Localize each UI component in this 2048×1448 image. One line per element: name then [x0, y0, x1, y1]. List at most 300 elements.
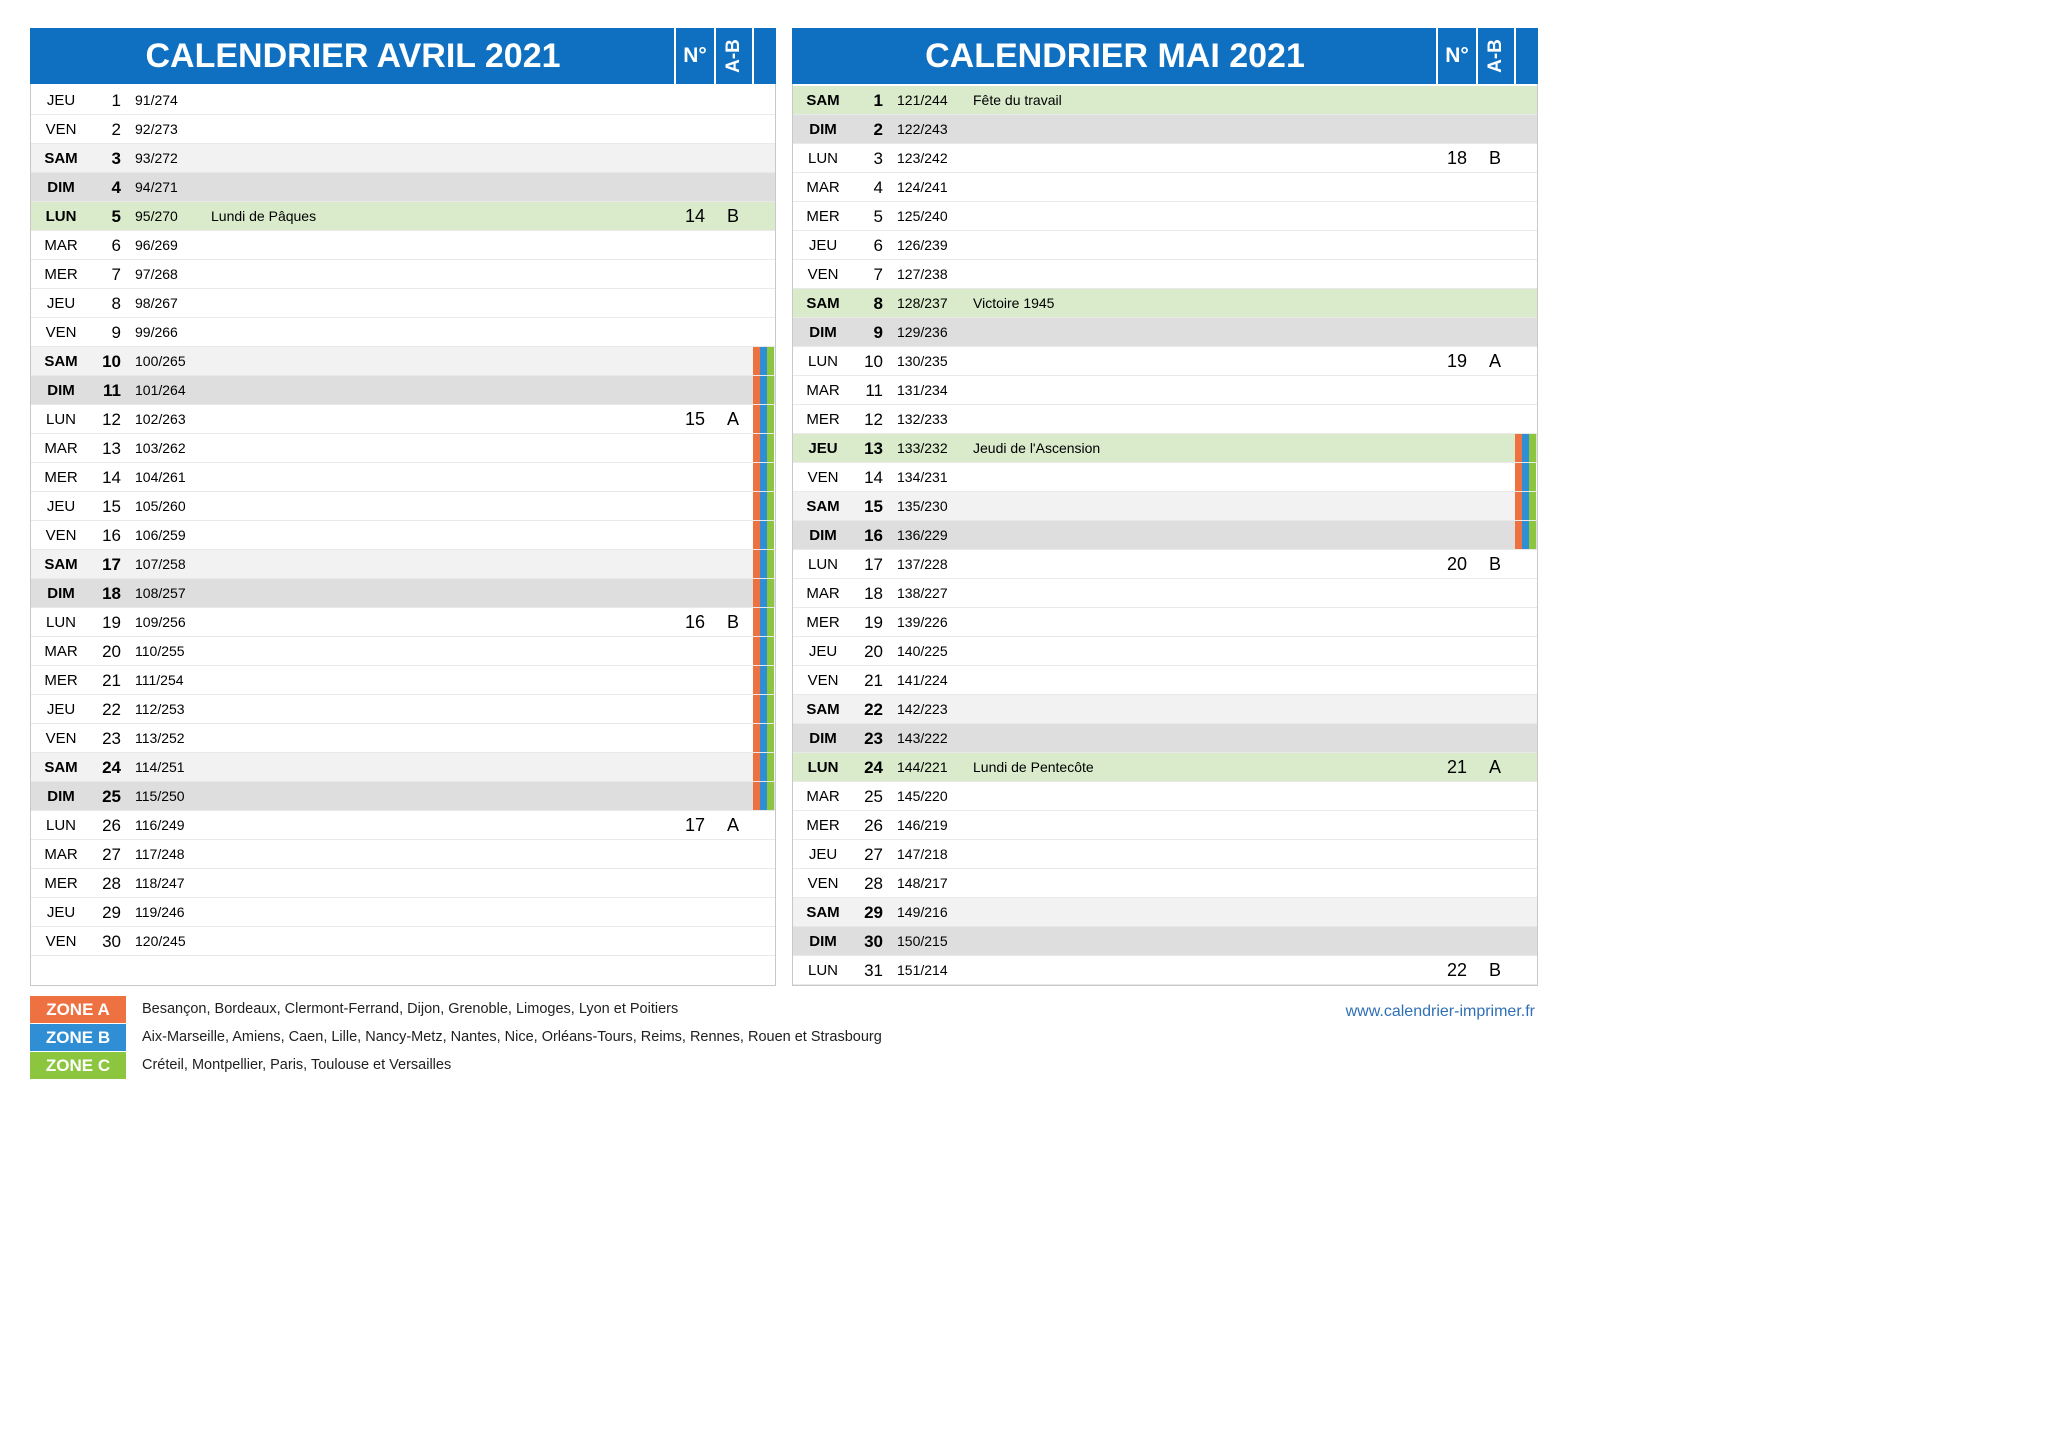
week-number: 20	[1446, 554, 1468, 574]
day-number: 22	[102, 700, 121, 719]
day-row	[793, 608, 1537, 637]
day-number: 28	[864, 874, 883, 893]
zone-c-holiday-bar	[767, 434, 774, 462]
day-name: MER	[44, 672, 78, 689]
day-ordinal: 121/244	[897, 92, 948, 108]
zone-c-holiday-bar	[767, 521, 774, 549]
day-number: 24	[102, 758, 121, 777]
week-number: 21	[1446, 757, 1468, 777]
day-ordinal: 134/231	[897, 469, 948, 485]
day-number: 13	[864, 439, 883, 458]
zone-a-holiday-bar	[753, 463, 760, 491]
day-ordinal: 129/236	[897, 324, 948, 340]
day-number: 21	[864, 671, 883, 690]
day-name: LUN	[807, 759, 839, 776]
week-number: 15	[684, 409, 706, 429]
day-row	[793, 579, 1537, 608]
day-name: LUN	[807, 150, 838, 167]
day-name: VEN	[45, 730, 77, 747]
day-number: 19	[102, 613, 121, 632]
day-name: JEU	[808, 643, 838, 660]
day-name: LUN	[807, 556, 838, 573]
day-number: 15	[102, 497, 121, 516]
day-number: 4	[111, 178, 121, 197]
zone-b-holiday-bar	[1522, 434, 1529, 462]
zone-c-holiday-bar	[767, 666, 774, 694]
zone-c-holiday-bar	[767, 463, 774, 491]
may-title: CALENDRIER MAI 2021	[925, 37, 1305, 75]
holiday-name: Lundi de Pentecôte	[973, 759, 1094, 775]
day-ordinal: 111/254	[135, 672, 184, 688]
day-number: 23	[102, 729, 121, 748]
day-number: 1	[873, 91, 883, 110]
may-rows	[793, 86, 1537, 985]
day-ordinal: 143/222	[897, 730, 948, 746]
day-ordinal: 100/265	[135, 353, 186, 369]
day-number: 15	[864, 497, 883, 516]
zone-a-holiday-bar	[753, 347, 760, 375]
day-row	[31, 898, 775, 927]
zone-b-holiday-bar	[760, 550, 767, 578]
day-number: 16	[102, 526, 121, 545]
day-row	[31, 695, 775, 724]
day-number: 10	[864, 352, 883, 371]
day-name: LUN	[45, 208, 77, 225]
day-row	[31, 608, 775, 637]
day-row	[31, 173, 775, 202]
day-name: MAR	[44, 440, 78, 457]
day-name: SAM	[44, 150, 78, 167]
zone-b-holiday-bar	[760, 521, 767, 549]
day-row	[793, 405, 1537, 434]
day-row	[793, 840, 1537, 869]
may-calendar	[792, 28, 1538, 986]
ab-week: B	[726, 612, 739, 632]
zone-c-holiday-bar	[1529, 492, 1536, 520]
day-ordinal: 130/235	[897, 353, 948, 369]
day-ordinal: 145/220	[897, 788, 948, 804]
day-name: DIM	[809, 527, 837, 544]
day-name: MAR	[806, 179, 840, 196]
day-ordinal: 114/251	[135, 759, 185, 775]
day-row	[31, 869, 775, 898]
day-number: 26	[864, 816, 883, 835]
day-row	[31, 405, 775, 434]
day-name: JEU	[808, 846, 838, 863]
april-header	[30, 28, 776, 84]
day-row	[31, 492, 775, 521]
zone-b-holiday-bar	[1522, 521, 1529, 549]
day-name: SAM	[44, 556, 78, 573]
zone-c-holiday-bar	[1529, 463, 1536, 491]
zone-c-chip: ZONE C	[30, 1052, 126, 1079]
day-number: 7	[111, 265, 121, 284]
day-number: 25	[102, 787, 121, 806]
day-ordinal: 112/253	[135, 701, 185, 717]
day-name: JEU	[46, 92, 76, 109]
day-row	[793, 492, 1537, 521]
zone-c-holiday-bar	[767, 637, 774, 665]
day-row	[793, 956, 1537, 985]
ab-week: A	[1488, 351, 1501, 371]
day-row	[793, 173, 1537, 202]
website-link[interactable]: www.calendrier-imprimer.fr	[1345, 1003, 1535, 1020]
day-name: SAM	[806, 498, 840, 515]
day-ordinal: 128/237	[897, 295, 948, 311]
day-row	[793, 811, 1537, 840]
day-row	[31, 86, 775, 115]
day-number: 23	[864, 729, 883, 748]
day-ordinal: 151/214	[897, 962, 948, 978]
day-row	[793, 898, 1537, 927]
holiday-name: Fête du travail	[973, 92, 1062, 108]
zone-b-holiday-bar	[760, 405, 767, 433]
day-row	[31, 231, 775, 260]
zone-b-holiday-bar	[760, 463, 767, 491]
day-name: VEN	[45, 121, 77, 138]
day-number: 6	[873, 236, 883, 255]
day-number: 12	[102, 410, 121, 429]
day-ordinal: 109/256	[135, 614, 186, 630]
day-ordinal: 95/270	[135, 208, 178, 224]
day-name: DIM	[47, 382, 75, 399]
day-number: 14	[864, 468, 883, 487]
zone-a-holiday-bar	[753, 695, 760, 723]
day-name: VEN	[807, 469, 839, 486]
day-number: 6	[111, 236, 121, 255]
day-ordinal: 96/269	[135, 237, 178, 253]
day-name: SAM	[806, 295, 840, 312]
week-number: 16	[684, 612, 706, 632]
zone-a-holiday-bar	[1515, 434, 1522, 462]
ab-week: B	[726, 206, 739, 226]
day-ordinal: 127/238	[897, 266, 948, 282]
day-ordinal: 119/246	[135, 904, 185, 920]
zone-c-holiday-bar	[767, 579, 774, 607]
day-ordinal: 142/223	[897, 701, 948, 717]
day-number: 14	[102, 468, 121, 487]
day-row	[31, 260, 775, 289]
holiday-name: Lundi de Pâques	[211, 208, 317, 224]
day-name: MER	[44, 875, 78, 892]
day-number: 11	[103, 381, 121, 400]
april-title: CALENDRIER AVRIL 2021	[145, 37, 561, 75]
day-ordinal: 113/252	[135, 730, 185, 746]
day-number: 4	[873, 178, 883, 197]
day-name: VEN	[807, 875, 839, 892]
zone-b-holiday-bar	[760, 666, 767, 694]
day-ordinal: 149/216	[897, 904, 948, 920]
zone-b-holiday-bar	[760, 376, 767, 404]
day-row	[793, 347, 1537, 376]
zone-c-holiday-bar	[767, 753, 774, 781]
day-ordinal: 98/267	[135, 295, 178, 311]
day-ordinal: 124/241	[897, 179, 948, 195]
day-name: MER	[806, 411, 840, 428]
zone-a-holiday-bar	[753, 724, 760, 752]
day-name: LUN	[807, 962, 838, 979]
day-number: 5	[111, 207, 121, 226]
day-ordinal: 125/240	[897, 208, 948, 224]
ab-week: A	[1488, 757, 1501, 777]
day-name: JEU	[46, 498, 76, 515]
zone-a-holiday-bar	[753, 405, 760, 433]
zone-a-holiday-bar	[1515, 521, 1522, 549]
day-name: VEN	[807, 266, 839, 283]
day-name: DIM	[47, 788, 75, 805]
day-number: 18	[102, 584, 121, 603]
zone-b-chip: ZONE B	[30, 1024, 126, 1051]
day-row	[31, 637, 775, 666]
zone-c-cities: Créteil, Montpellier, Paris, Toulouse et Versailles	[142, 1057, 452, 1073]
day-row	[31, 550, 775, 579]
day-ordinal: 148/217	[897, 875, 948, 891]
day-number: 3	[873, 149, 883, 168]
day-number: 17	[864, 555, 883, 574]
day-ordinal: 104/261	[135, 469, 186, 485]
day-number: 2	[111, 120, 121, 139]
zone-c-holiday-bar	[767, 376, 774, 404]
week-number-header: N°	[674, 28, 714, 84]
zone-a-holiday-bar	[753, 550, 760, 578]
day-name: MER	[44, 266, 78, 283]
day-row	[793, 260, 1537, 289]
day-name: LUN	[45, 614, 76, 631]
day-ordinal: 115/250	[135, 788, 185, 804]
day-row	[793, 144, 1537, 173]
day-row	[793, 724, 1537, 753]
day-number: 18	[864, 584, 883, 603]
day-row	[793, 637, 1537, 666]
day-ordinal: 93/272	[135, 150, 178, 166]
day-number: 28	[102, 874, 121, 893]
day-number: 20	[864, 642, 883, 661]
day-number: 20	[102, 642, 121, 661]
zone-a-holiday-bar	[753, 637, 760, 665]
day-number: 31	[864, 961, 883, 980]
zone-c-holiday-bar	[767, 347, 774, 375]
zone-b-holiday-bar	[760, 637, 767, 665]
day-row	[793, 289, 1537, 318]
day-number: 19	[864, 613, 883, 632]
day-name: DIM	[47, 585, 75, 602]
day-name: LUN	[807, 353, 838, 370]
day-row	[31, 463, 775, 492]
zone-c-holiday-bar	[1529, 434, 1536, 462]
day-row	[31, 347, 775, 376]
day-name: JEU	[46, 295, 76, 312]
day-name: DIM	[809, 121, 837, 138]
zone-a-holiday-bar	[753, 579, 760, 607]
day-number: 9	[873, 323, 883, 342]
day-ordinal: 122/243	[897, 121, 948, 137]
zone-c-holiday-bar	[767, 492, 774, 520]
day-ordinal: 99/266	[135, 324, 178, 340]
zone-c-holiday-bar	[1529, 521, 1536, 549]
week-number: 17	[684, 815, 706, 835]
day-name: JEU	[808, 440, 838, 457]
holiday-name: Jeudi de l'Ascension	[973, 440, 1101, 456]
ab-week: B	[1488, 960, 1501, 980]
day-number: 29	[102, 903, 121, 922]
zone-b-cities: Aix-Marseille, Amiens, Caen, Lille, Nancy-Metz, Nantes, Nice, Orléans-Tours, Reims, Rennes, Rouen et Strasbourg	[142, 1029, 882, 1045]
day-name: MAR	[44, 846, 78, 863]
ab-week: A	[726, 815, 739, 835]
day-number: 22	[864, 700, 883, 719]
day-row	[31, 202, 775, 231]
day-row	[793, 318, 1537, 347]
day-ordinal: 126/239	[897, 237, 948, 253]
day-name: MER	[806, 614, 840, 631]
day-row	[31, 318, 775, 347]
day-number: 8	[111, 294, 121, 313]
day-ordinal: 92/273	[135, 121, 178, 137]
day-row	[793, 463, 1537, 492]
zone-b-holiday-bar	[760, 782, 767, 810]
day-name: MER	[44, 469, 78, 486]
zone-a-holiday-bar	[753, 376, 760, 404]
zone-c-holiday-bar	[767, 724, 774, 752]
zone-column-header	[752, 28, 776, 84]
day-name: LUN	[45, 411, 76, 428]
april-rows	[31, 86, 775, 956]
day-name: VEN	[45, 933, 77, 950]
zone-b-holiday-bar	[1522, 463, 1529, 491]
day-row	[31, 811, 775, 840]
zone-a-holiday-bar	[753, 753, 760, 781]
day-number: 3	[111, 149, 121, 168]
day-ordinal: 147/218	[897, 846, 948, 862]
zone-c-holiday-bar	[767, 405, 774, 433]
day-number: 16	[864, 526, 883, 545]
day-ordinal: 105/260	[135, 498, 186, 514]
day-number: 26	[102, 816, 121, 835]
week-number: 19	[1446, 351, 1468, 371]
zone-b-holiday-bar	[760, 492, 767, 520]
may-header	[792, 28, 1538, 84]
zone-b-holiday-bar	[760, 579, 767, 607]
day-name: SAM	[806, 701, 840, 718]
zone-column-header	[1514, 28, 1538, 84]
day-ordinal: 108/257	[135, 585, 186, 601]
day-number: 29	[864, 903, 883, 922]
day-row	[793, 927, 1537, 956]
day-name: MAR	[806, 585, 840, 602]
day-row	[31, 666, 775, 695]
day-row	[31, 927, 775, 956]
day-row	[31, 521, 775, 550]
zone-c-holiday-bar	[767, 550, 774, 578]
day-ordinal: 132/233	[897, 411, 948, 427]
zone-c-holiday-bar	[767, 608, 774, 636]
day-name: VEN	[45, 324, 77, 341]
day-number: 24	[864, 758, 883, 777]
ab-week-header: A-B	[1476, 28, 1514, 84]
zone-b-holiday-bar	[760, 608, 767, 636]
day-ordinal: 131/234	[897, 382, 948, 398]
day-name: VEN	[807, 672, 839, 689]
day-ordinal: 139/226	[897, 614, 948, 630]
day-number: 7	[873, 265, 883, 284]
day-name: DIM	[809, 730, 837, 747]
holiday-name: Victoire 1945	[973, 295, 1055, 311]
ab-week: B	[1488, 148, 1501, 168]
zone-a-holiday-bar	[1515, 492, 1522, 520]
day-number: 9	[111, 323, 121, 342]
week-number: 14	[684, 206, 706, 226]
day-ordinal: 118/247	[135, 875, 185, 891]
zone-a-cities: Besançon, Bordeaux, Clermont-Ferrand, Dijon, Grenoble, Limoges, Lyon et Poitiers	[142, 1001, 679, 1017]
zone-a-holiday-bar	[753, 666, 760, 694]
day-row	[31, 782, 775, 811]
day-name: MAR	[44, 643, 78, 660]
zone-c-holiday-bar	[767, 695, 774, 723]
zone-b-holiday-bar	[760, 753, 767, 781]
day-row	[31, 434, 775, 463]
day-ordinal: 146/219	[897, 817, 948, 833]
day-row	[31, 579, 775, 608]
day-row	[31, 724, 775, 753]
day-ordinal: 101/264	[135, 382, 186, 398]
zone-a-holiday-bar	[753, 782, 760, 810]
day-ordinal: 150/215	[897, 933, 948, 949]
zone-b-holiday-bar	[760, 695, 767, 723]
day-name: VEN	[45, 527, 77, 544]
day-number: 27	[864, 845, 883, 864]
zone-b-holiday-bar	[760, 347, 767, 375]
day-ordinal: 117/248	[135, 846, 185, 862]
day-row	[31, 289, 775, 318]
week-number-header: N°	[1436, 28, 1476, 84]
april-calendar	[30, 28, 776, 986]
day-ordinal: 91/274	[135, 92, 178, 108]
day-number: 30	[864, 932, 883, 951]
day-number: 25	[864, 787, 883, 806]
day-row	[793, 434, 1537, 463]
week-number: 18	[1446, 148, 1468, 168]
day-name: DIM	[809, 933, 837, 950]
day-row	[31, 115, 775, 144]
zone-b-holiday-bar	[760, 724, 767, 752]
day-number: 10	[102, 352, 121, 371]
zone-a-holiday-bar	[1515, 463, 1522, 491]
day-number: 11	[865, 381, 883, 400]
day-name: SAM	[806, 92, 840, 109]
day-ordinal: 116/249	[135, 817, 185, 833]
ab-week: B	[1488, 554, 1501, 574]
day-number: 27	[102, 845, 121, 864]
day-ordinal: 136/229	[897, 527, 948, 543]
day-name: JEU	[46, 701, 76, 718]
day-name: MER	[806, 817, 840, 834]
day-row	[793, 231, 1537, 260]
day-ordinal: 144/221	[897, 759, 948, 775]
day-row	[793, 202, 1537, 231]
day-row	[793, 753, 1537, 782]
day-name: SAM	[44, 759, 78, 776]
day-number: 13	[102, 439, 121, 458]
day-ordinal: 120/245	[135, 933, 186, 949]
day-row	[793, 86, 1537, 115]
day-ordinal: 97/268	[135, 266, 178, 282]
day-ordinal: 102/263	[135, 411, 186, 427]
day-name: MER	[806, 208, 840, 225]
day-name: MAR	[806, 788, 840, 805]
day-name: SAM	[44, 353, 78, 370]
zone-a-chip: ZONE A	[30, 996, 126, 1023]
day-number: 5	[873, 207, 883, 226]
day-name: MAR	[806, 382, 840, 399]
